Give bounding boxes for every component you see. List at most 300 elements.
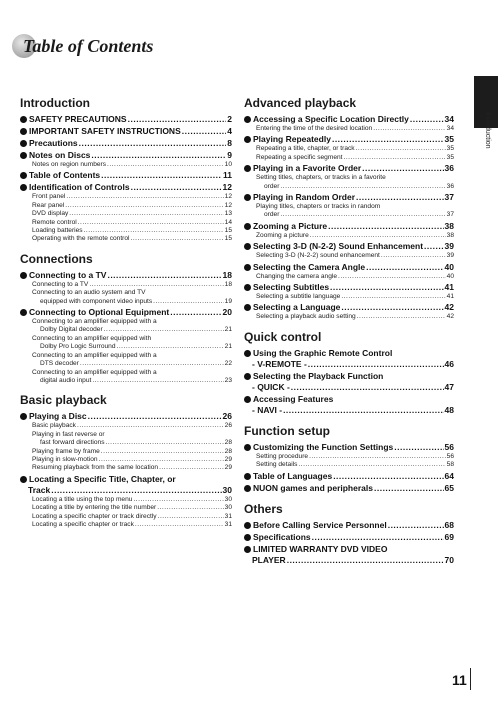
bullet-icon xyxy=(20,476,27,483)
toc-label: Connecting to Optional Equipment xyxy=(29,307,170,318)
bullet-icon xyxy=(20,140,27,147)
toc-entry xyxy=(244,241,454,252)
toc-entry xyxy=(244,221,454,232)
toc-subentry xyxy=(20,422,232,430)
bullet-icon xyxy=(244,194,251,201)
bullet-icon xyxy=(20,272,27,279)
dot-leader xyxy=(310,232,446,240)
toc-label: Basic playback xyxy=(32,422,76,430)
bullet-icon xyxy=(244,396,251,403)
dot-leader xyxy=(287,555,444,566)
toc-subentry xyxy=(20,335,232,343)
toc-entry xyxy=(244,262,454,273)
toc-page-number: 35 xyxy=(446,153,454,161)
dot-leader xyxy=(51,485,221,496)
toc-subentry xyxy=(20,448,232,456)
dot-leader xyxy=(104,326,224,334)
toc-label: Connecting to an amplifier equipped with a xyxy=(32,368,157,376)
toc-subentry xyxy=(244,405,454,416)
toc-label: Locating a title using the top menu xyxy=(32,495,133,503)
section-heading: Others xyxy=(244,501,283,516)
toc-label: DTS decoder xyxy=(40,360,79,368)
toc-label: Selecting a playback audio setting xyxy=(256,313,356,321)
toc-label: order xyxy=(264,182,280,190)
toc-label: Setting procedure xyxy=(256,452,309,460)
bullet-icon xyxy=(244,473,251,480)
toc-page-number: 2 xyxy=(227,114,232,124)
dot-leader xyxy=(89,281,223,289)
toc-label: Dolby Pro Logic Surround xyxy=(40,343,116,351)
dot-leader xyxy=(92,377,223,385)
dot-leader xyxy=(332,134,444,145)
toc-page-number: 20 xyxy=(222,307,232,318)
toc-subentry xyxy=(20,431,232,439)
toc-entry xyxy=(20,126,232,137)
dot-leader xyxy=(117,343,224,351)
toc-label: Notes on Discs xyxy=(29,150,91,160)
toc-label: Entering the time of the desired location xyxy=(256,125,373,132)
toc-label: Specifications xyxy=(253,531,311,542)
toc-label: Locating a Specific Title, Chapter, or xyxy=(29,473,176,484)
dot-leader xyxy=(394,442,443,453)
toc-subentry xyxy=(20,193,232,201)
toc-subentry xyxy=(20,513,232,521)
toc-page-number: 10 xyxy=(224,161,232,168)
toc-page-number: 41 xyxy=(444,282,454,293)
toc-subentry xyxy=(20,377,232,385)
toc-page-number: 12 xyxy=(224,193,232,201)
toc-page-number: 35 xyxy=(446,145,454,153)
toc-label: Identification of Controls xyxy=(29,182,130,193)
toc-subentry xyxy=(244,174,454,182)
toc-subentry xyxy=(20,343,232,351)
toc-label: Playing a Disc xyxy=(29,411,87,422)
toc-page-number: 36 xyxy=(444,163,454,174)
page-number: 11 xyxy=(452,672,467,688)
toc-label: Precautions xyxy=(29,138,78,148)
bullet-icon xyxy=(244,264,251,271)
dot-leader xyxy=(424,241,444,252)
toc-entry xyxy=(244,483,454,494)
bullet-icon xyxy=(244,165,251,172)
toc-subentry xyxy=(20,289,232,297)
dot-leader xyxy=(133,496,223,504)
dot-leader xyxy=(328,221,443,232)
toc-subentry xyxy=(244,273,454,281)
dot-leader xyxy=(131,235,224,243)
bullet-icon xyxy=(244,304,251,311)
toc-page-number: 39 xyxy=(444,241,454,252)
toc-subentry xyxy=(20,281,232,289)
toc-entry xyxy=(244,471,454,482)
dot-leader xyxy=(291,382,444,393)
dot-leader xyxy=(341,293,445,301)
toc-subentry xyxy=(20,352,232,360)
toc-subentry xyxy=(20,219,232,227)
dot-leader xyxy=(298,461,445,469)
toc-label: PLAYER xyxy=(252,554,286,565)
toc-label: Connecting to an amplifier equipped with xyxy=(32,334,152,342)
toc-label: SAFETY PRECAUTIONS xyxy=(29,114,127,124)
section-heading: Basic playback xyxy=(20,393,107,408)
dot-leader xyxy=(309,453,446,461)
toc-entry xyxy=(244,282,454,293)
toc-subentry xyxy=(20,298,232,306)
toc-entry xyxy=(20,182,232,193)
section-heading: Quick control xyxy=(244,329,322,344)
toc-page-number: 18 xyxy=(222,269,232,280)
toc-page-number: 41 xyxy=(446,293,454,301)
dot-leader xyxy=(77,422,224,430)
dot-leader xyxy=(356,192,444,203)
toc-page-number: 18 xyxy=(224,280,232,288)
toc-label: Accessing Features xyxy=(253,393,334,404)
toc-page-number: 26 xyxy=(222,411,232,422)
toc-entry xyxy=(20,150,232,161)
toc-subentry xyxy=(244,232,454,240)
toc-page-number: 40 xyxy=(444,261,454,272)
bullet-icon xyxy=(244,534,251,541)
toc-entry xyxy=(244,520,454,531)
toc-label: Selecting 3-D (N-2-2) sound enhancement xyxy=(256,252,380,260)
dot-leader xyxy=(357,313,446,321)
dot-leader xyxy=(91,150,226,161)
dot-leader xyxy=(69,210,223,218)
toc-label: IMPORTANT SAFETY INSTRUCTIONS xyxy=(29,126,181,136)
toc-page-number: 38 xyxy=(446,231,454,239)
toc-label: Connecting to an audio system and TV xyxy=(32,289,146,297)
toc-page-number: 37 xyxy=(444,192,454,203)
toc-entry xyxy=(20,411,232,422)
toc-label: - QUICK - xyxy=(252,381,290,392)
toc-label: Dolby Digital decoder xyxy=(40,326,103,334)
toc-label: Playing titles, chapters or tracks in random xyxy=(256,203,381,211)
bullet-icon xyxy=(20,172,27,179)
toc-label: Playing in slow-motion xyxy=(32,455,98,463)
toc-entry xyxy=(244,163,454,174)
toc-subentry xyxy=(244,183,454,191)
toc-page-number: 68 xyxy=(444,519,454,530)
bullet-icon xyxy=(244,136,251,143)
toc-label: Selecting the Camera Angle xyxy=(253,261,366,272)
dot-leader xyxy=(135,521,224,529)
dot-leader xyxy=(330,282,443,293)
dot-leader xyxy=(107,161,224,169)
toc-label: Connecting to an amplifier equipped with a xyxy=(32,318,157,326)
toc-label: - NAVI - xyxy=(252,404,283,415)
toc-label: Using the Graphic Remote Control xyxy=(253,347,393,358)
dot-leader xyxy=(308,359,444,370)
toc-entry xyxy=(244,442,454,453)
toc-entry xyxy=(20,114,232,125)
side-tab-label: Introduction xyxy=(484,112,491,149)
toc-page-number: 12 xyxy=(222,182,232,193)
dot-leader xyxy=(99,456,224,464)
section-heading: Introduction xyxy=(20,96,90,110)
toc-entry xyxy=(244,114,454,125)
toc-label: Locating a specific chapter or track directly xyxy=(32,512,157,520)
toc-entry xyxy=(244,532,454,543)
toc-entry xyxy=(20,138,232,149)
toc-page-number: 40 xyxy=(446,272,454,280)
dot-leader xyxy=(101,448,224,456)
toc-right-column xyxy=(244,96,454,566)
dot-leader xyxy=(344,154,446,162)
toc-page-number: 13 xyxy=(224,210,232,218)
toc-entry xyxy=(244,348,454,359)
dot-leader xyxy=(128,114,227,125)
toc-label: DVD display xyxy=(32,210,69,218)
bullet-icon xyxy=(20,184,27,191)
toc-entry xyxy=(244,302,454,313)
toc-page-number: 46 xyxy=(444,358,454,369)
toc-page-number: 64 xyxy=(444,470,454,481)
toc-subentry xyxy=(20,464,232,472)
toc-entry xyxy=(244,134,454,145)
section-heading: Advanced playback xyxy=(244,96,357,110)
toc-page-number: 26 xyxy=(224,422,232,430)
toc-label: Customizing the Function Settings xyxy=(253,441,394,452)
toc-page-number: 35 xyxy=(444,134,454,145)
bullet-icon xyxy=(244,373,251,380)
dot-leader xyxy=(153,298,223,306)
dot-leader xyxy=(79,138,227,149)
toc-page-number: 36 xyxy=(446,182,454,190)
toc-page-number: 12 xyxy=(224,201,232,209)
toc-subentry xyxy=(20,360,232,368)
toc-label: Connecting to a TV xyxy=(29,269,107,280)
toc-label: Playing in fast reverse or xyxy=(32,430,105,438)
dot-leader xyxy=(88,411,222,422)
bullet-icon xyxy=(244,444,251,451)
toc-page-number: 69 xyxy=(444,531,454,542)
toc-label: Notes on region numbers xyxy=(32,161,107,168)
dot-leader xyxy=(374,483,444,494)
bullet-icon xyxy=(244,243,251,250)
toc-entry xyxy=(244,544,454,555)
toc-label: Repeating a specific segment xyxy=(256,153,343,161)
toc-subentry xyxy=(20,202,232,210)
toc-label: equipped with component video inputs xyxy=(40,297,153,305)
bullet-icon xyxy=(244,116,251,123)
toc-page-number: 70 xyxy=(444,554,454,565)
bullet-icon xyxy=(244,485,251,492)
toc-page-number: 15 xyxy=(224,235,232,243)
dot-leader xyxy=(66,193,223,201)
toc-subentry xyxy=(244,382,454,393)
toc-subentry xyxy=(244,203,454,211)
toc-subentry xyxy=(20,521,232,529)
toc-page-number: 4 xyxy=(227,126,232,136)
toc-label: Playing in a Favorite Order xyxy=(253,163,362,174)
toc-entry xyxy=(20,474,232,485)
toc-label: Operating with the remote control xyxy=(32,235,130,243)
dot-leader xyxy=(131,182,222,193)
toc-page-number: 47 xyxy=(444,381,454,392)
toc-subentry xyxy=(20,235,232,243)
dot-leader xyxy=(65,202,223,210)
toc-page-number: 28 xyxy=(224,447,232,455)
dot-leader xyxy=(341,302,443,313)
toc-subentry xyxy=(244,145,454,153)
toc-label: Zooming a picture xyxy=(256,231,309,239)
dot-leader xyxy=(80,360,224,368)
toc-page-number: 56 xyxy=(446,452,454,460)
dot-leader xyxy=(333,471,443,482)
toc-subentry xyxy=(244,252,454,260)
dot-leader xyxy=(381,252,446,260)
toc-page-number: 22 xyxy=(224,360,232,368)
toc-page-number: 21 xyxy=(224,326,232,334)
toc-subentry xyxy=(20,369,232,377)
section-heading: Connections xyxy=(20,251,93,266)
dot-leader xyxy=(280,211,445,219)
toc-subentry xyxy=(20,326,232,334)
dot-leader xyxy=(106,439,224,447)
toc-subentry xyxy=(20,504,232,512)
toc-label: Table of Languages xyxy=(253,470,333,481)
toc-subentry xyxy=(244,293,454,301)
toc-page-number: 42 xyxy=(444,302,454,313)
toc-entry xyxy=(244,394,454,405)
toc-page-number: 14 xyxy=(224,218,232,226)
dot-leader xyxy=(84,227,224,235)
toc-subentry xyxy=(244,453,454,461)
toc-page-number: 38 xyxy=(444,220,454,231)
toc-page-number: 19 xyxy=(224,297,232,305)
toc-label: LIMITED WARRANTY DVD VIDEO xyxy=(253,543,388,554)
toc-label: Selecting a subtitle language xyxy=(256,293,341,301)
bullet-icon xyxy=(20,116,27,123)
dot-leader xyxy=(170,307,221,318)
dot-leader xyxy=(107,270,221,281)
toc-subentry xyxy=(20,496,232,504)
toc-page-number: 34 xyxy=(446,125,454,132)
dot-leader xyxy=(312,532,444,543)
toc-label: Before Calling Service Personnel xyxy=(253,519,387,530)
toc-page-number: 39 xyxy=(446,252,454,260)
toc-label: Playing in Random Order xyxy=(253,192,356,203)
section-heading: Function setup xyxy=(244,423,330,438)
toc-entry xyxy=(20,170,232,181)
toc-label: Front panel xyxy=(32,193,66,201)
bullet-icon xyxy=(20,413,27,420)
toc-page-number: 31 xyxy=(224,520,232,528)
bullet-icon xyxy=(20,309,27,316)
toc-label: Locating a title by entering the title number xyxy=(32,504,157,512)
toc-label: NUON games and peripherals xyxy=(253,482,373,493)
page-title: Table of Contents xyxy=(23,36,154,56)
bullet-icon xyxy=(20,128,27,135)
bullet-icon xyxy=(244,223,251,230)
dot-leader xyxy=(101,170,222,181)
dot-leader xyxy=(158,513,224,521)
toc-left-column xyxy=(20,96,232,529)
bullet-icon xyxy=(244,522,251,529)
toc-page-number: 29 xyxy=(224,464,232,472)
dot-leader xyxy=(373,125,445,133)
toc-subentry xyxy=(20,439,232,447)
toc-label: digital audio input xyxy=(40,376,92,384)
toc-entry xyxy=(244,371,454,382)
toc-subentry xyxy=(244,154,454,162)
toc-label: Changing the camera angle xyxy=(256,272,338,280)
dot-leader xyxy=(356,145,446,153)
toc-page-number: 29 xyxy=(224,455,232,463)
toc-page-number: 42 xyxy=(446,313,454,321)
dot-leader xyxy=(338,273,446,281)
toc-subentry xyxy=(244,125,454,133)
bullet-icon xyxy=(244,284,251,291)
toc-page-number: 30 xyxy=(222,484,232,495)
bullet-icon xyxy=(20,152,27,159)
toc-subentry xyxy=(244,313,454,321)
toc-subentry xyxy=(244,555,454,566)
toc-entry xyxy=(20,307,232,318)
page-number-rule xyxy=(470,668,471,690)
dot-leader xyxy=(157,504,223,512)
dot-leader xyxy=(283,405,443,416)
toc-label: Connecting to a TV xyxy=(32,280,89,288)
toc-page-number: 37 xyxy=(446,211,454,219)
toc-subentry xyxy=(20,161,232,169)
toc-label: Selecting Subtitles xyxy=(253,282,330,293)
toc-page-number: 48 xyxy=(444,404,454,415)
dot-leader xyxy=(388,520,444,531)
toc-label: Setting details xyxy=(256,461,298,469)
toc-label: order xyxy=(264,211,280,219)
toc-page-number: 8 xyxy=(227,138,232,148)
toc-label: Loading batteries xyxy=(32,227,83,235)
toc-subentry xyxy=(20,456,232,464)
toc-label: Selecting a Language xyxy=(253,302,341,313)
toc-entry xyxy=(244,192,454,203)
toc-label: Setting titles, chapters, or tracks in a favorite xyxy=(256,174,386,182)
toc-label: Rear panel xyxy=(32,201,65,209)
toc-subentry xyxy=(20,485,232,496)
toc-page-number: 65 xyxy=(444,482,454,493)
toc-subentry xyxy=(244,211,454,219)
toc-page-number: 11 xyxy=(223,170,232,181)
dot-leader xyxy=(410,114,444,125)
toc-entry xyxy=(20,270,232,281)
toc-page-number: 9 xyxy=(227,150,232,160)
toc-page-number: 30 xyxy=(224,504,232,512)
toc-label: Table of Contents xyxy=(29,170,101,181)
toc-subentry xyxy=(20,318,232,326)
dot-leader xyxy=(182,126,227,137)
toc-subentry xyxy=(20,227,232,235)
toc-page-number: 58 xyxy=(446,461,454,469)
toc-label: Resuming playback from the same location xyxy=(32,464,159,472)
toc-page-number: 31 xyxy=(224,512,232,520)
toc-label: Playing Repeatedly xyxy=(253,134,331,145)
toc-label: Selecting 3-D (N-2-2) Sound Enhancement xyxy=(253,241,424,252)
toc-label: Locating a specific chapter or track xyxy=(32,520,134,528)
dot-leader xyxy=(280,183,445,191)
toc-page-number: 23 xyxy=(224,376,232,384)
toc-subentry xyxy=(244,359,454,370)
toc-label: Remote control xyxy=(32,218,77,226)
dot-leader xyxy=(362,163,443,174)
toc-label: fast forward directions xyxy=(40,439,105,447)
toc-subentry xyxy=(244,461,454,469)
toc-label: Repeating a title, chapter, or track xyxy=(256,145,355,153)
bullet-icon xyxy=(244,350,251,357)
toc-label: Selecting the Playback Function xyxy=(253,370,384,381)
toc-subentry xyxy=(20,210,232,218)
toc-page-number: 15 xyxy=(224,227,232,235)
